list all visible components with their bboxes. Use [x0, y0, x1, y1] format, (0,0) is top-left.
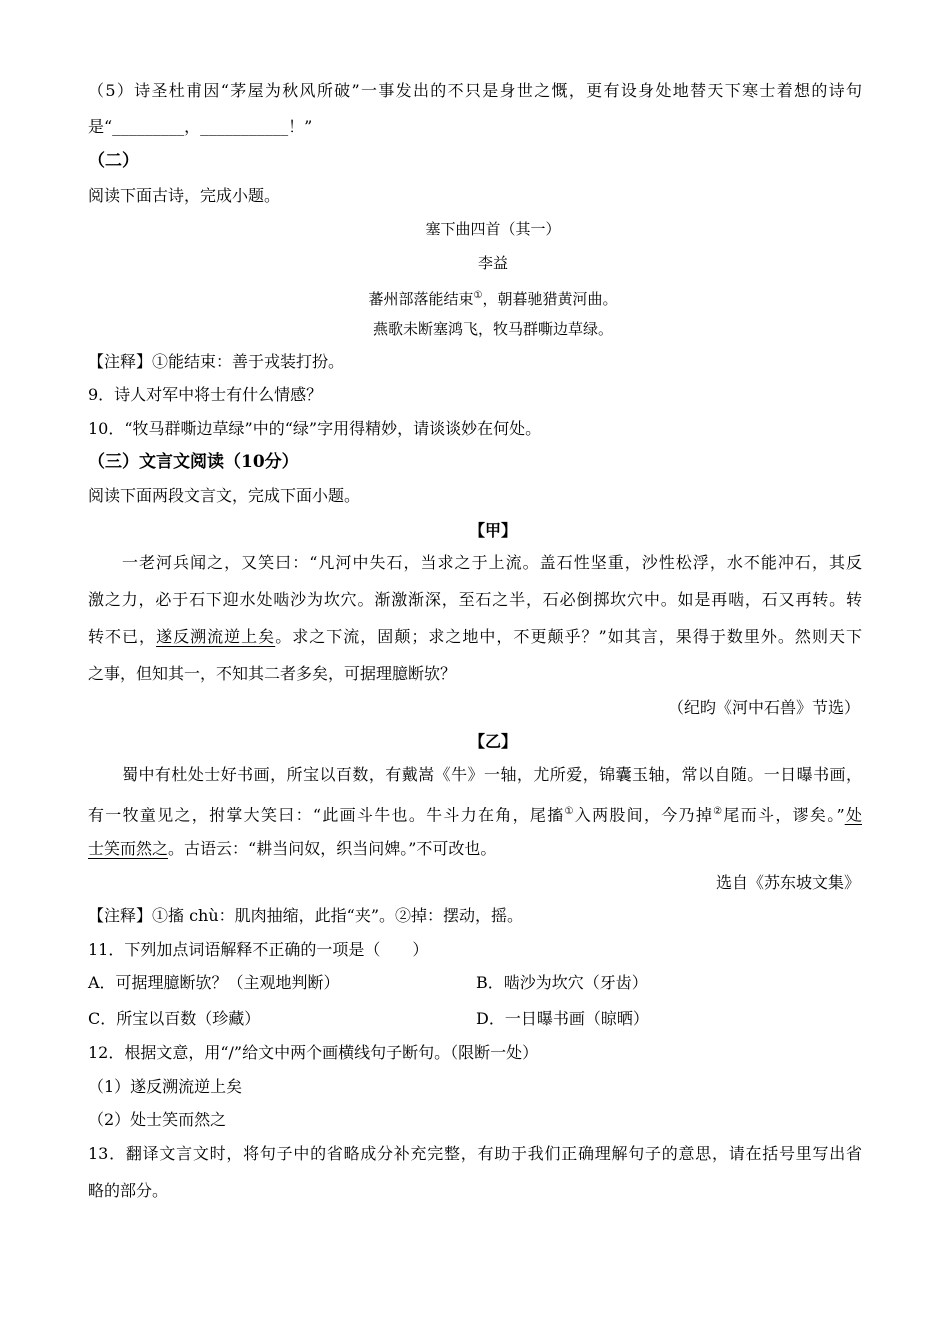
poem-author: 李益 [477, 254, 508, 272]
yi-source: 选自《苏东坡文集》 [715, 873, 860, 892]
question-10: 10．“牧马群嘶边草绿”中的“绿”字用得精妙，请谈谈妙在何处。 [88, 419, 542, 438]
section2-heading: （二） [88, 151, 139, 171]
underlined-sentence-2-end: 士笑而然之 [88, 839, 169, 858]
yi-line-3-b: 。古语云：“耕当问奴，织当问婢。”不可改也。 [168, 839, 497, 858]
underlined-sentence-2-start: 处 [844, 805, 862, 825]
question-13-line1: 13．翻译文言文时，将句子中的省略成分补充完整，有助于我们正确理解句子的意思，请在括号里写出省 [88, 1144, 862, 1163]
passage-yi-label: 【乙】 [468, 732, 517, 751]
question-9: 9．诗人对军中将士有什么情感？ [88, 385, 323, 404]
question-12: 12．根据文意，用“/”给文中两个画横线句子断句。（限断一处） [88, 1043, 539, 1062]
underlined-sentence-1: 遂反溯流逆上矣 [156, 627, 276, 646]
question-12-1: （1）遂反溯流逆上矣 [88, 1077, 243, 1096]
section3-intro: 阅读下面两段文言文，完成下面小题。 [88, 486, 361, 505]
poem-line-1 [88, 285, 898, 310]
question-11: 11．下列加点词语解释不正确的一项是（ ） [88, 940, 429, 959]
jia-line-3-b: 。求之下流，固颠；求之地中，不更颠乎？”如其言，果得于数里外。然则天下 [275, 627, 862, 646]
jia-source: （纪昀《河中石兽》节选） [667, 698, 860, 717]
poem-note: 【注释】①能结束：善于戎装打扮。 [88, 352, 345, 371]
question-12-2: （2）处士笑而然之 [88, 1110, 227, 1129]
section3-heading: （三）文言文阅读（10分） [88, 452, 299, 472]
poem-line-1-a: 蕃州部落能结束 [368, 290, 474, 308]
poem-title: 塞下曲四首（其一） [425, 220, 561, 238]
yi-line-2 [88, 801, 862, 826]
yi-note: 【注释】①搐 chù：肌肉抽缩，此指“夹”。②掉：摆动，摇。 [88, 906, 524, 925]
yi-line-2-c: 尾而斗，谬矣。” [723, 805, 845, 825]
jia-line-4: 之事，但知其一，不知其二者多矣，可据理臆断欤？ [88, 664, 457, 683]
q8-5-line2: 是“_________，___________！” [88, 117, 313, 136]
poem-line-1-b: ，朝暮驰猎黄河曲。 [482, 290, 618, 308]
jia-line-1: 一老河兵闻之，又笑曰：“凡河中失石，当求之于上流。盖石性坚重，沙性松浮，水不能冲石，其反 [122, 553, 862, 572]
option-b: B．啮沙为坎穴（牙齿） [476, 973, 648, 992]
jia-line-3 [88, 626, 862, 648]
q8-5-line1: （5）诗圣杜甫因“茅屋为秋风所破”一事发出的不只是身世之慨，更有设身处地替天下寒士着想的诗句 [88, 81, 862, 100]
option-d: D．一日曝书画（晾晒） [476, 1009, 649, 1028]
jia-line-2: 激之力，必于石下迎水处啮沙为坎穴。渐激渐深，至石之半，石必倒掷坎穴中。如是再啮，石又再转。转 [88, 590, 862, 609]
yi-line-2-a: 有一牧童见之，拊掌大笑曰：“此画斗牛也。牛斗力在角，尾搐 [88, 805, 565, 825]
footnote-marker: ① [473, 290, 483, 301]
yi-line-1: 蜀中有杜处士好书画，所宝以百数，有戴嵩《牛》一轴，尤所爱，锦囊玉轴，常以自随。一日曝书画， [122, 765, 862, 784]
footnote-marker-2: ② [713, 806, 724, 817]
poem-line-2: 燕歌未断塞鸿飞，牧马群嘶边草绿。 [372, 320, 613, 338]
section2-intro: 阅读下面古诗，完成小题。 [88, 186, 281, 205]
question-13-line2: 略的部分。 [88, 1181, 169, 1200]
option-c: C．所宝以百数（珍藏） [88, 1009, 261, 1028]
passage-jia-label: 【甲】 [468, 521, 517, 540]
yi-line-3 [88, 838, 496, 860]
jia-line-3-a: 转不已， [88, 627, 157, 646]
option-a: A．可据理臆断欤？（主观地判断） [88, 973, 340, 992]
yi-line-2-b: 入两股间，今乃掉 [574, 805, 714, 825]
footnote-marker-1: ① [564, 806, 575, 817]
